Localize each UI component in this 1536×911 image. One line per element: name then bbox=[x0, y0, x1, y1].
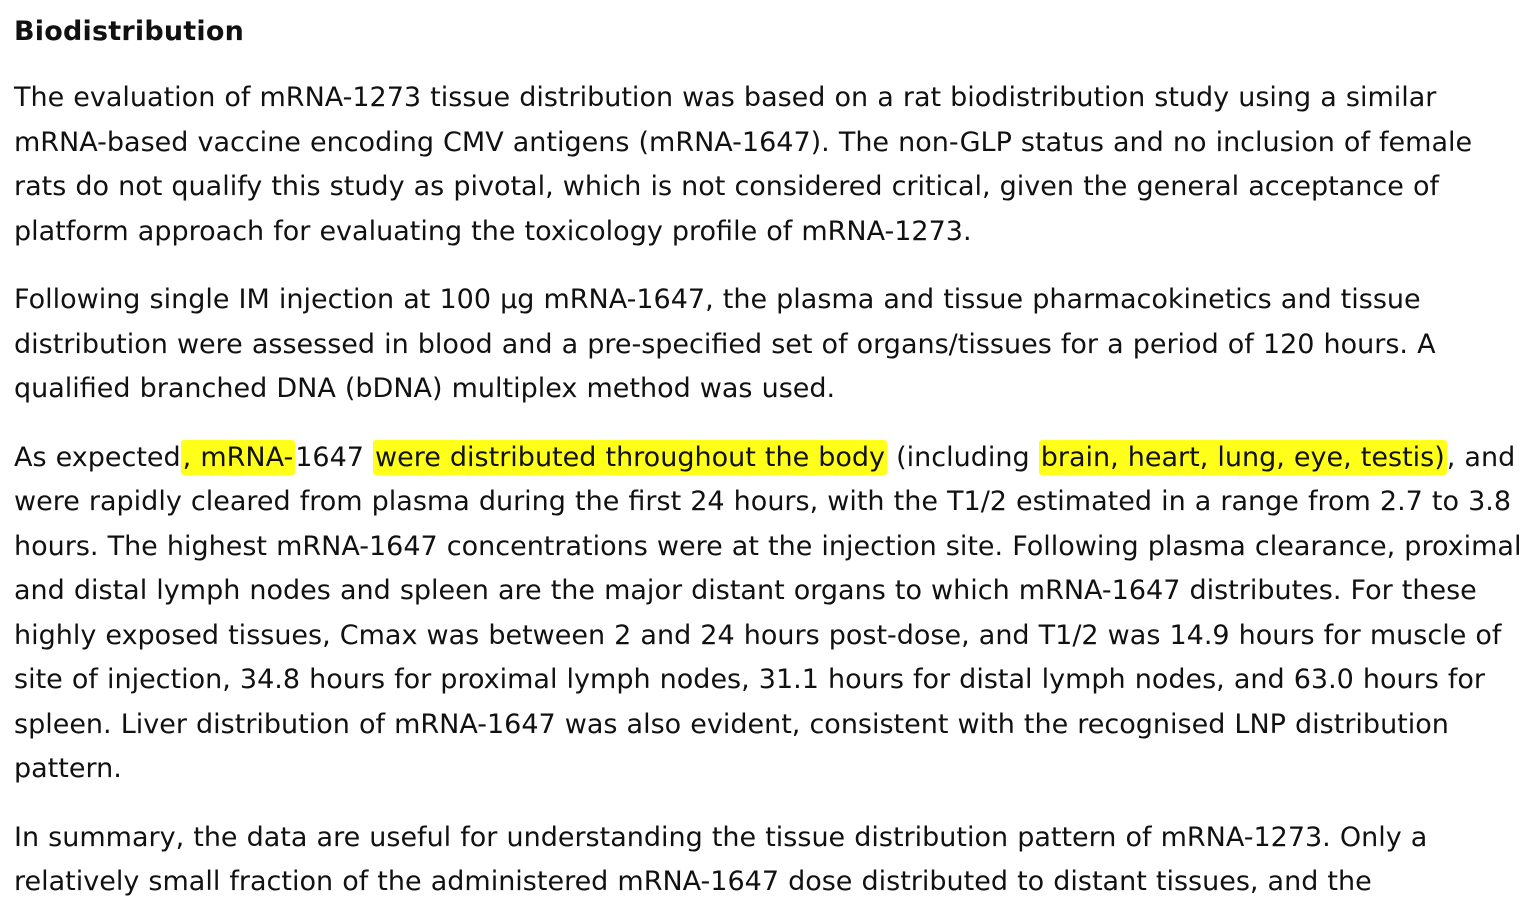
section-title: Biodistribution bbox=[14, 16, 244, 47]
paragraph-summary: In summary, the data are useful for understanding the tissue distribution pattern of mRNA-1273. Only a relatively small fraction of the administered mRNA-1647 dose distributed to distant tissues, and the bbox=[14, 821, 1428, 897]
text-segment: As expected bbox=[14, 441, 181, 473]
text-segment: , and were rapidly cleared from plasma during the first 24 hours, with the T1/2 estimated in a range from 2.7 to 3.8 hours. The highest mRNA-1647 concentrations were at the injection site. Following plasma clearance, proximal and distal lymph nodes and spleen are the major distant organs to which mRNA-1647 distributes. For these highly exposed tissues, Cmax was between 2 and 24 hours post-dose, and T1/2 was 14.9 hours for muscle of site of injection, 34.8 hours for proximal lymph nodes, 31.1 hours for distal lymph nodes, and 63.0 hours for spleen. Liver distribution of mRNA-1647 was also evident, consistent with the recognised LNP distribution pattern. bbox=[14, 441, 1522, 784]
paragraph-distribution bbox=[14, 436, 1526, 792]
paragraph-injection: Following single IM injection at 100 µg mRNA-1647, the plasma and tissue pharmacokinetics and tissue distribution were assessed in blood and a pre-specified set of organs/tissues for a period of 120 hours. A qualified branched DNA (bDNA) multiplex method was used. bbox=[14, 284, 1436, 404]
highlighted-text-organs: brain, heart, lung, eye, testis) bbox=[1040, 441, 1445, 473]
text-segment: 1647 bbox=[295, 441, 374, 473]
paragraph-evaluation: The evaluation of mRNA-1273 tissue distribution was based on a rat biodistribution study using a similar mRNA-based vaccine encoding CMV antigens (mRNA-1647). The non-GLP status and no inclusion of female rats do not qualify this study as pivotal, which is not considered critical, given the general acceptance of platform approach for evaluating the toxicology profile of mRNA-1273. bbox=[14, 82, 1473, 247]
text-segment: (including bbox=[887, 441, 1039, 473]
highlighted-text-mrna: , mRNA- bbox=[182, 441, 294, 473]
highlighted-text-distributed: were distributed throughout the body bbox=[375, 441, 886, 473]
